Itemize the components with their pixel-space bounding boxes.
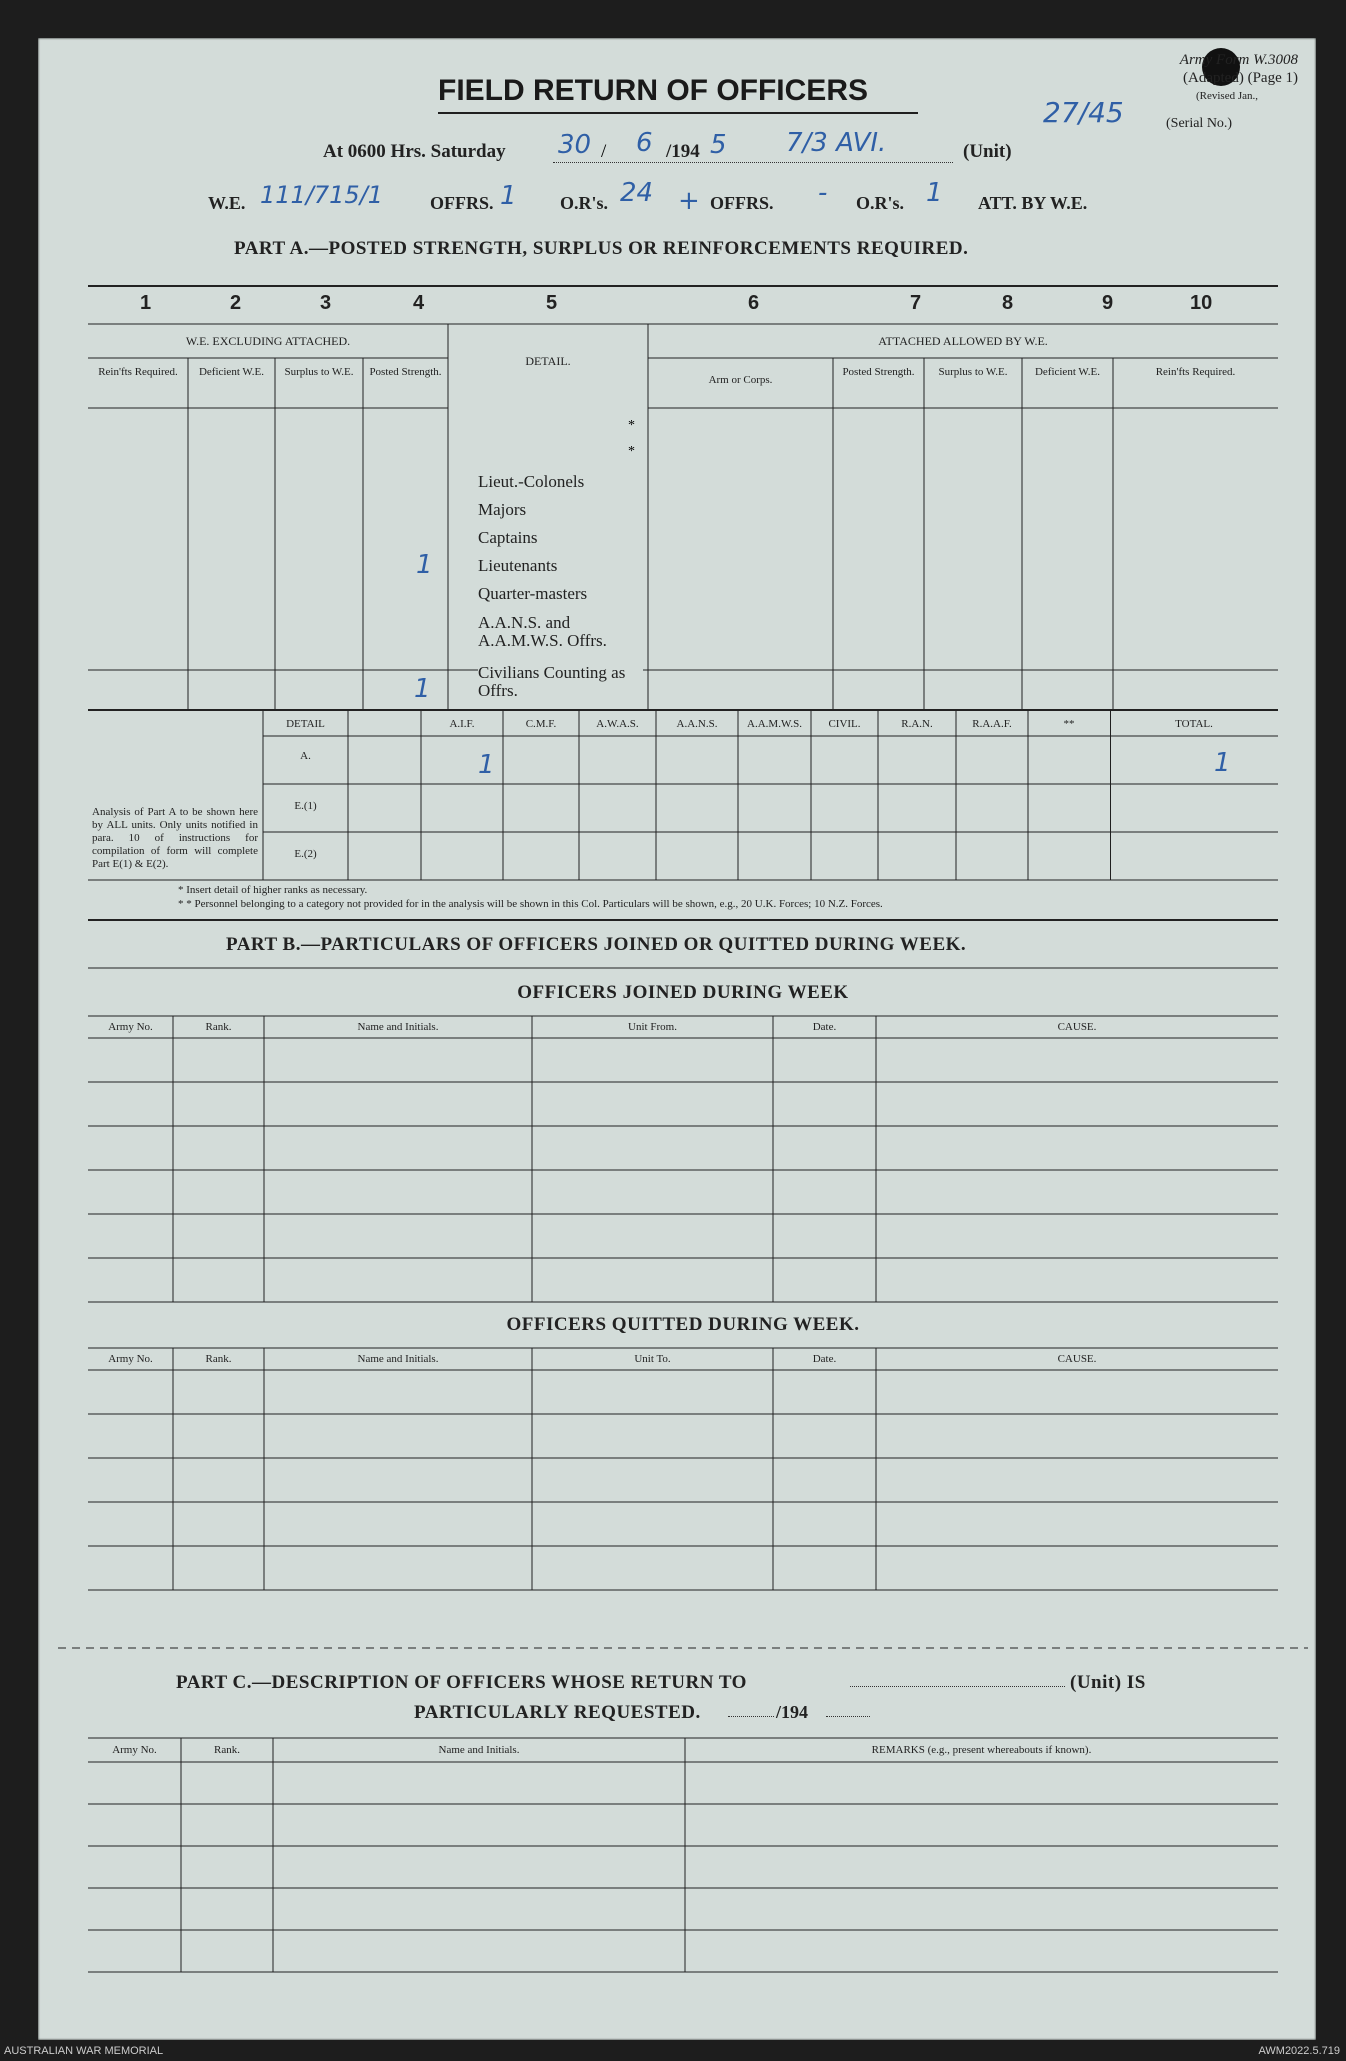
form-revised: (Revised Jan., [1195, 90, 1258, 102]
analysis-hdr-cmf: C.M.F. [525, 718, 557, 730]
col-num-2: 2 [230, 292, 242, 314]
attached-header: ATTACHED ALLOWED BY W.E. [878, 334, 1048, 348]
col-num-9: 9 [1102, 292, 1114, 314]
we-label: W.E. [208, 193, 246, 213]
subhdr-surplus-left: Surplus to W.E. [284, 366, 354, 378]
ors-value: 24 [620, 178, 654, 208]
col-num-1: 1 [140, 292, 152, 314]
plus-sign: + [678, 186, 700, 216]
rank-aans: A.A.N.S. and A.A.M.W.S. Offrs. [478, 613, 607, 650]
quitted-title: OFFICERS QUITTED DURING WEEK. [506, 1314, 860, 1335]
analysis-hdr-civil: CIVIL. [828, 718, 861, 730]
partc-hdr-rank: Rank. [214, 1744, 240, 1756]
unit-hand: 7/3 AVI. [786, 128, 887, 158]
col-num-7: 7 [910, 292, 922, 314]
rank-lieutenants: Lieutenants [478, 556, 558, 575]
at-label: At 0600 Hrs. Saturday [323, 141, 506, 162]
joined-hdr-armyno: Army No. [108, 1021, 153, 1033]
detail-header: DETAIL. [525, 354, 571, 368]
subhdr-deficient-right: Deficient W.E. [1034, 366, 1101, 378]
rank-asterisk-1: * [628, 418, 635, 433]
ors2-value: 1 [926, 178, 943, 208]
part-c-title-b: (Unit) IS [1070, 1672, 1146, 1693]
rank-quartermasters: Quarter-masters [478, 584, 588, 603]
col-num-8: 8 [1002, 292, 1014, 314]
footer-right: AWM2022.5.719 [1258, 2045, 1340, 2057]
analysis-aif-a-hand: 1 [478, 750, 495, 780]
date-year-hand: 5 [710, 130, 727, 160]
joined-hdr-unitfrom: Unit From. [628, 1021, 677, 1033]
rank-majors: Majors [478, 500, 527, 519]
page-title: FIELD RETURN OF OFFICERS [438, 74, 868, 107]
analysis-note: Analysis of Part A to be shown here by ALL units. Only units notified in para. 10 of instructions for compilation of form will complete Part E(1) & E(2). [92, 806, 258, 870]
analysis-row-e1: E.(1) [294, 800, 317, 812]
col-num-3: 3 [320, 292, 332, 314]
subhdr-posted-right: Posted Strength. [842, 366, 915, 378]
subhdr-surplus-right: Surplus to W.E. [938, 366, 1008, 378]
offrs-value: 1 [500, 181, 517, 211]
serial-label: (Serial No.) [1166, 116, 1233, 131]
analysis-row-e2: E.(2) [294, 848, 317, 860]
analysis-hdr-detail: DETAIL [286, 718, 325, 730]
analysis-hdr-ran: R.A.N. [901, 718, 933, 730]
col-num-10: 10 [1190, 292, 1213, 314]
analysis-hdr-awas: A.W.A.S. [596, 718, 639, 730]
date-year-prefix: /194 [666, 141, 700, 162]
subhdr-arm-corps: Arm or Corps. [708, 374, 773, 386]
analysis-total-a-hand: 1 [1214, 748, 1231, 778]
quitted-hdr-armyno: Army No. [108, 1353, 153, 1365]
joined-hdr-cause: CAUSE. [1057, 1021, 1097, 1033]
date-day: 30 [558, 130, 592, 160]
analysis-row-a: A. [300, 750, 311, 762]
form-page: Army Form W.3008 (Adapted) (Page 1) (Revised Jan., 27/45 (Serial No.) FIELD RETURN OF OFFICERS At 0600 Hrs. Saturday 30 / 6 /194 5 7/3 AVI. (Unit) W.E. 111/715/1 OFFRS. 1 O.R's. 24 + OFFRS. - O.R's. 1 ATT. BY W.E. PART A.—POSTED STRENGTH, SURPLUS OR REINFORCEMENTS REQUIRED. 1 2 3 4 5 6 7 8 9 10 W.E. EXCLUDING ATTACHED. DETAIL. ATTACHED ALLOWED BY W.E. Rein'fts Required. Deficient W.E. Surplus to W.E. Posted Strength. Arm or Corps. Posted Strength. Surplus to W.E. Deficient W.E. Rein'fts Required. * * Lieut.-Colonels Majors Captains Lieutenants Quarter-masters A.A.N.S. and A.A.M.W.S. Offrs. Civilians Counting as Offrs. 1 1 Analysis of Part A to be shown here by ALL units. Only units notified in para. 10 of instructions for compilation of form will complete Part E(1) & E(2). DETAIL A.I.F. C.M.F. A.W.A.S. A.A.N.S. A.A.M.W.S. CIVIL. R.A.N. R.A.A.F. ** TOTAL. A. E.(1) E.(2) 1 1 * Insert detail of higher ranks as necessary. * * Personnel belonging to a category not provided for in the analysis will be shown in this Col. Particulars will be shown, e.g., 20 U.K. Forces; 10 N.Z. Forces. PART B.—PARTICULARS OF OFFICERS JOINED OR QUITTED DURING WEEK. OFFICERS JOINED DURING WEEK Army No. Rank. Name and Initials. Unit From. Date. CAUSE. OFFICERS QUITTED DURING WEEK. Army No. Rank. Name and Initials. Unit To. Date. CAUSE. PART C.—DESCRIPTION OF OFFICERS WHOSE RETURN TO (Unit) IS PARTICULARLY REQUESTED. /194 Army No. Rank. Name and Initials. REMARKS (e.g., present whereabouts if known). [38, 38, 1316, 2040]
joined-hdr-rank: Rank. [205, 1021, 232, 1033]
date-month: 6 [636, 128, 653, 158]
analysis-hdr-total: TOTAL. [1175, 718, 1213, 730]
posted-total-hand: 1 [414, 674, 431, 704]
analysis-hdr-other: ** [1063, 718, 1075, 730]
serial-number-hand: 27/45 [1043, 96, 1124, 129]
we-value: 111/715/1 [260, 181, 384, 209]
partc-hdr-remarks: REMARKS (e.g., present whereabouts if known). [871, 1744, 1092, 1756]
footer-left: AUSTRALIAN WAR MEMORIAL [4, 2045, 164, 2057]
offrs2-label: OFFRS. [710, 193, 774, 213]
ors-label: O.R's. [560, 193, 609, 213]
quitted-hdr-date: Date. [812, 1353, 837, 1365]
quitted-hdr-name: Name and Initials. [357, 1353, 439, 1365]
part-b-title: PART B.—PARTICULARS OF OFFICERS JOINED OR QUITTED DURING WEEK. [226, 934, 967, 955]
part-a-title: PART A.—POSTED STRENGTH, SURPLUS OR REINFORCEMENTS REQUIRED. [234, 238, 969, 259]
quitted-hdr-rank: Rank. [205, 1353, 232, 1365]
we-excluding-header: W.E. EXCLUDING ATTACHED. [185, 334, 351, 348]
form-number: Army Form W.3008 [1179, 52, 1298, 68]
rank-lt-colonels: Lieut.-Colonels [478, 472, 585, 491]
subhdr-reinfts-left: Rein'fts Required. [98, 366, 178, 378]
footnote-single: * Insert detail of higher ranks as necessary. [178, 884, 368, 896]
joined-title: OFFICERS JOINED DURING WEEK [517, 982, 849, 1003]
quitted-hdr-unitto: Unit To. [634, 1353, 671, 1365]
subhdr-deficient-left: Deficient W.E. [198, 366, 265, 378]
footnote-double: * * Personnel belonging to a category not provided for in the analysis will be shown in this Col. Particulars will be shown, e.g., 20 U.K. Forces; 10 N.Z. Forces. [178, 898, 883, 910]
partc-hdr-armyno: Army No. [112, 1744, 157, 1756]
att-label: ATT. BY W.E. [978, 193, 1088, 213]
analysis-hdr-raaf: R.A.A.F. [972, 718, 1012, 730]
col-num-5: 5 [546, 292, 558, 314]
form-adapted: (Adapted) (Page 1) [1183, 70, 1298, 86]
col-num-6: 6 [748, 292, 760, 314]
rank-asterisk-2: * [628, 444, 635, 459]
unit-label: (Unit) [963, 141, 1012, 162]
col-num-4: 4 [413, 292, 425, 314]
joined-hdr-name: Name and Initials. [357, 1021, 439, 1033]
archive-footer [0, 2041, 1346, 2061]
rank-captains: Captains [478, 528, 538, 547]
rank-civilians: Civilians Counting as Offrs. [478, 664, 643, 700]
posted-lieut-hand: 1 [416, 550, 433, 580]
subhdr-reinfts-right: Rein'fts Required. [1155, 366, 1236, 378]
joined-hdr-date: Date. [812, 1021, 837, 1033]
offrs-label: OFFRS. [430, 193, 494, 213]
analysis-hdr-aamws: A.A.M.W.S. [747, 718, 802, 730]
ors2-label: O.R's. [856, 193, 905, 213]
part-c-title-a: PART C.—DESCRIPTION OF OFFICERS WHOSE RETURN TO [176, 1672, 747, 1693]
offrs2-value: - [818, 178, 828, 208]
analysis-hdr-aif: A.I.F. [449, 718, 475, 730]
part-c-date-tmpl: /194 [776, 1702, 809, 1722]
partc-hdr-name: Name and Initials. [438, 1744, 520, 1756]
subhdr-posted-left: Posted Strength. [369, 366, 442, 378]
quitted-hdr-cause: CAUSE. [1057, 1353, 1097, 1365]
analysis-hdr-aans: A.A.N.S. [676, 718, 718, 730]
part-c-title-c: PARTICULARLY REQUESTED. [414, 1702, 701, 1723]
